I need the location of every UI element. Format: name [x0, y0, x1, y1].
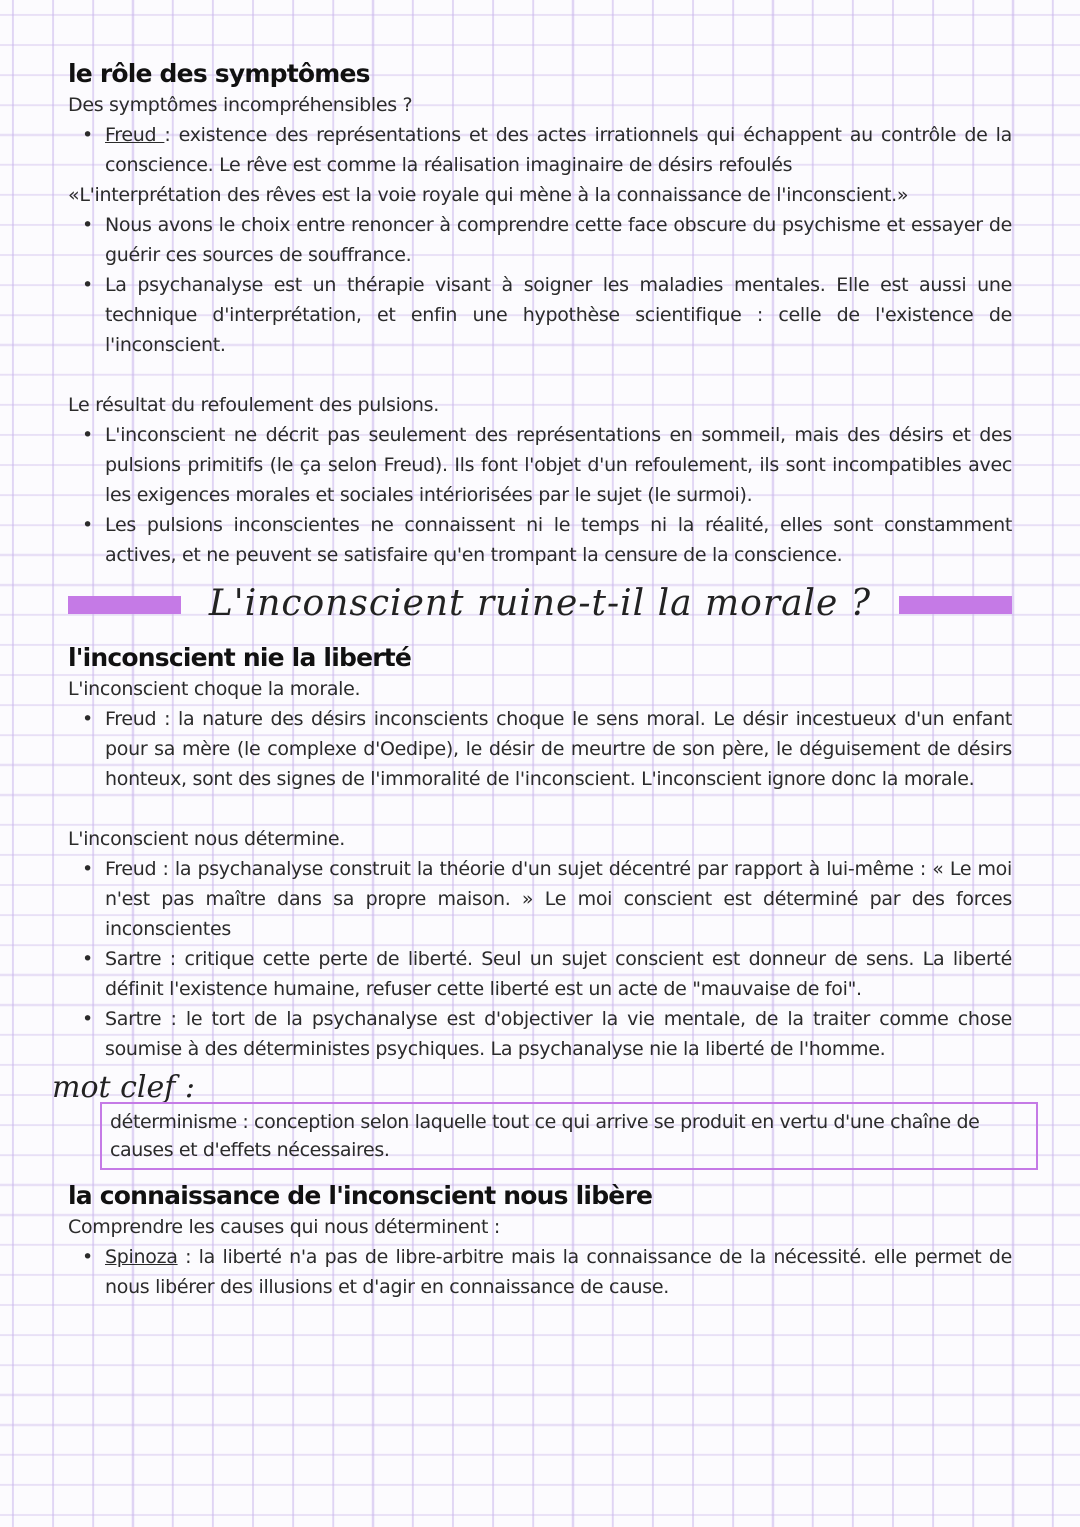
title-bar-right — [899, 596, 1012, 614]
spinoza-text: : la liberté n'a pas de libre-arbitre mais la connaissance de la nécessité. elle permet de nous libérer des illusions et d'agir en connaissance de cause. — [105, 1246, 1012, 1298]
bullet-representations: • L'inconscient ne décrit pas seulement des représentations en sommeil, mais des désirs et des pulsions primitifs (le ça selon Freud). Ils font l'objet d'un refoulement, ils sont incompatibles avec les exigences morales et sociales intériorisées par le sujet (le surmoi). — [68, 420, 1012, 510]
bullet-pulsions: • Les pulsions inconscientes ne connaissent ni le temps ni la réalité, elles sont constamment actives, et ne peuvent se satisfaire qu'en trompant la censure de la conscience. — [68, 510, 1012, 570]
document-page — [52, 58, 1012, 1302]
intro-symptomes: Des symptômes incompréhensibles ? — [68, 94, 413, 116]
keyword-definition: déterminisme : conception selon laquelle tout ce qui arrive se produit en vertu d'une chaîne de causes et d'effets nécessaires. — [110, 1111, 980, 1161]
freud-name: Freud — [105, 124, 165, 146]
intro-refoulement: Le résultat du refoulement des pulsions. — [68, 394, 439, 416]
bullet-sartre-liberte: • Sartre : critique cette perte de liberté. Seul un sujet conscient est donneur de sens. La liberté définit l'existence humaine, refuser cette liberté est un acte de "mauvaise de foi". — [68, 944, 1012, 1004]
intro-determine: L'inconscient nous détermine. — [68, 828, 345, 850]
heading-role-symptomes: le rôle des symptômes — [68, 59, 370, 88]
keyword-definition-box — [100, 1102, 1038, 1170]
intro-morale: L'inconscient choque la morale. — [68, 678, 361, 700]
list-symptomes — [68, 120, 1012, 180]
chapter-title-row — [68, 576, 1012, 642]
bullet-choix: • Nous avons le choix entre renoncer à comprendre cette face obscure du psychisme et essayer de guérir ces sources de souffrance. — [68, 210, 1012, 270]
bullet-psychanalyse: • La psychanalyse est un thérapie visant à soigner les maladies mentales. Elle est aussi une technique d'interprétation, et enfin une hypothèse scientifique : celle de l'existence de l'inconscient. — [68, 270, 1012, 360]
freud-text: : existence des représentations et des actes irrationnels qui échappent au contrôle de la conscience. Le rêve est comme la réalisation imaginaire de désirs refoulés — [105, 124, 1012, 176]
quote-reves: «L'interprétation des rêves est la voie royale qui mène à la connaissance de l'inconscient.» — [68, 184, 909, 206]
chapter-title: L'inconscient ruine-t-il la morale ? — [208, 583, 872, 624]
keyword-label: mot clef : — [52, 1070, 195, 1105]
list-spinoza — [68, 1242, 1012, 1302]
bullet-freud — [68, 120, 1012, 180]
heading-connaissance-libere: la connaissance de l'inconscient nous libère — [68, 1181, 653, 1210]
bullet-spinoza — [68, 1242, 1012, 1302]
list-refoulement — [68, 420, 1012, 570]
intro-causes: Comprendre les causes qui nous déterminent : — [68, 1216, 501, 1238]
list-determine — [68, 854, 1012, 1064]
bullet-sartre-psychanalyse: • Sartre : le tort de la psychanalyse est d'objectiver la vie mentale, de la traiter comme chose soumise à des déterministes psychiques. La psychanalyse nie la liberté de l'homme. — [68, 1004, 1012, 1064]
bullet-freud-morale: • Freud : la nature des désirs inconscients choque le sens moral. Le désir incestueux d'un enfant pour sa mère (le complexe d'Oedipe), le désir de meurtre de son père, le déguisement de désirs honteux, sont des signes de l'immoralité de l'inconscient. L'inconscient ignore donc la morale. — [68, 704, 1012, 794]
spinoza-name: Spinoza — [105, 1246, 178, 1268]
list-psychanalyse — [68, 210, 1012, 360]
list-morale — [68, 704, 1012, 794]
bullet-freud-moi: • Freud : la psychanalyse construit la théorie d'un sujet décentré par rapport à lui-même : « Le moi n'est pas maître dans sa propre maison. » Le moi conscient est déterminé par des forces inconscientes — [68, 854, 1012, 944]
heading-nie-liberte: l'inconscient nie la liberté — [68, 643, 412, 672]
